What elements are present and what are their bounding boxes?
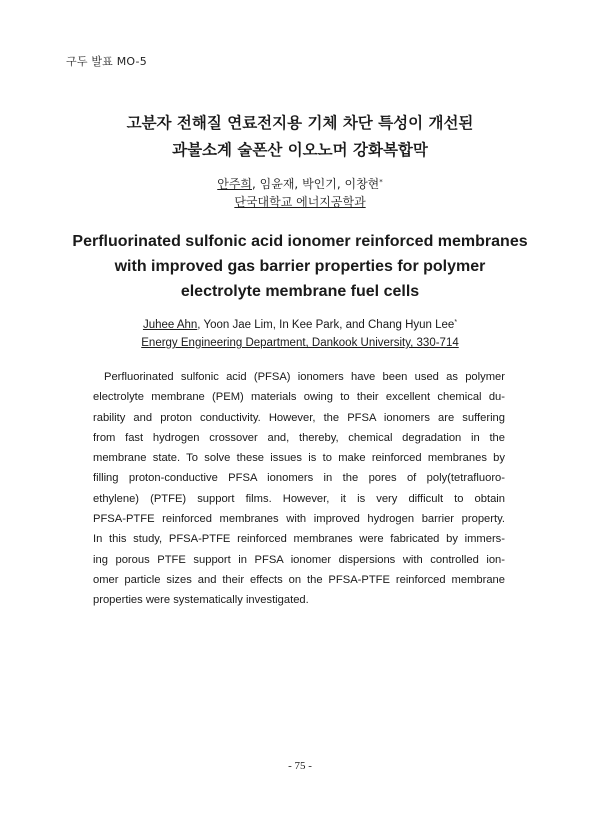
abstract-line: Perfluorinated sulfonic acid (PFSA) ionomers have been used as polymer	[104, 371, 505, 383]
abstract-line: rability and proton conductivity. However, the PFSA ionomers are suffering	[93, 411, 505, 424]
abstract-line: membrane state. To solve these issues is to make reinforced membranes by	[93, 452, 505, 465]
english-corresponding-mark: *	[454, 319, 458, 326]
english-title-line-2: with improved gas barrier properties for polymer	[114, 258, 486, 275]
korean-corresponding-mark: *	[379, 178, 383, 186]
english-title	[40, 229, 560, 304]
korean-first-author: 안주희	[217, 177, 253, 191]
page-number: - 75 -	[288, 760, 312, 772]
abstract-line: PFSA-PTFE reinforced membranes with improved hydrogen barrier property.	[93, 513, 505, 526]
session-label: 구두 발표 MO-5	[66, 55, 147, 68]
korean-title-line-2: 과불소계 술폰산 이오노머 강화복합막	[172, 141, 428, 159]
abstract-line: electrolyte membrane (PEM) materials owing to their excellent chemical du-	[93, 391, 505, 404]
abstract-line: ethylene) (PTFE) support films. However, it is very difficult to obtain	[93, 492, 505, 505]
korean-other-authors: , 임윤재, 박인기, 이창현	[252, 177, 380, 191]
english-title-line-1: Perfluorinated sulfonic acid ionomer reinforced membranes	[72, 233, 528, 250]
english-author-block	[0, 316, 600, 352]
abstract-line: filling proton-conductive PFSA ionomers in the pores of poly(tetrafluoro-	[93, 472, 505, 485]
english-authors	[0, 316, 600, 334]
abstract-line: properties were systematically investigated.	[93, 594, 309, 607]
abstract-line: from fast hydrogen crossover and, thereby, chemical degradation in the	[93, 431, 505, 444]
english-title-line-3: electrolyte membrane fuel cells	[180, 283, 420, 300]
abstract-line: omer particle sizes and their effects on the PFSA-PTFE reinforced membrane	[93, 573, 505, 586]
abstract-line: In this study, PFSA-PTFE reinforced membranes were fabricated by immers-	[93, 533, 505, 546]
korean-author-block	[0, 175, 600, 211]
abstract-body	[93, 367, 505, 611]
abstract-line: ing porous PTFE support in PFSA ionomer dispersions with controlled ion-	[93, 553, 505, 566]
english-first-author: Juhee Ahn	[142, 319, 198, 331]
korean-authors	[0, 175, 600, 193]
korean-affiliation: 단국대학교 에너지공학과	[234, 195, 366, 209]
english-other-authors: , Yoon Jae Lim, In Kee Park, and Chang Hyun Lee	[197, 319, 455, 331]
korean-title	[0, 110, 600, 164]
english-affiliation: Energy Engineering Department, Dankook University, 330-714	[141, 337, 459, 349]
korean-title-line-1: 고분자 전해질 연료전지용 기체 차단 특성이 개선된	[126, 114, 474, 132]
